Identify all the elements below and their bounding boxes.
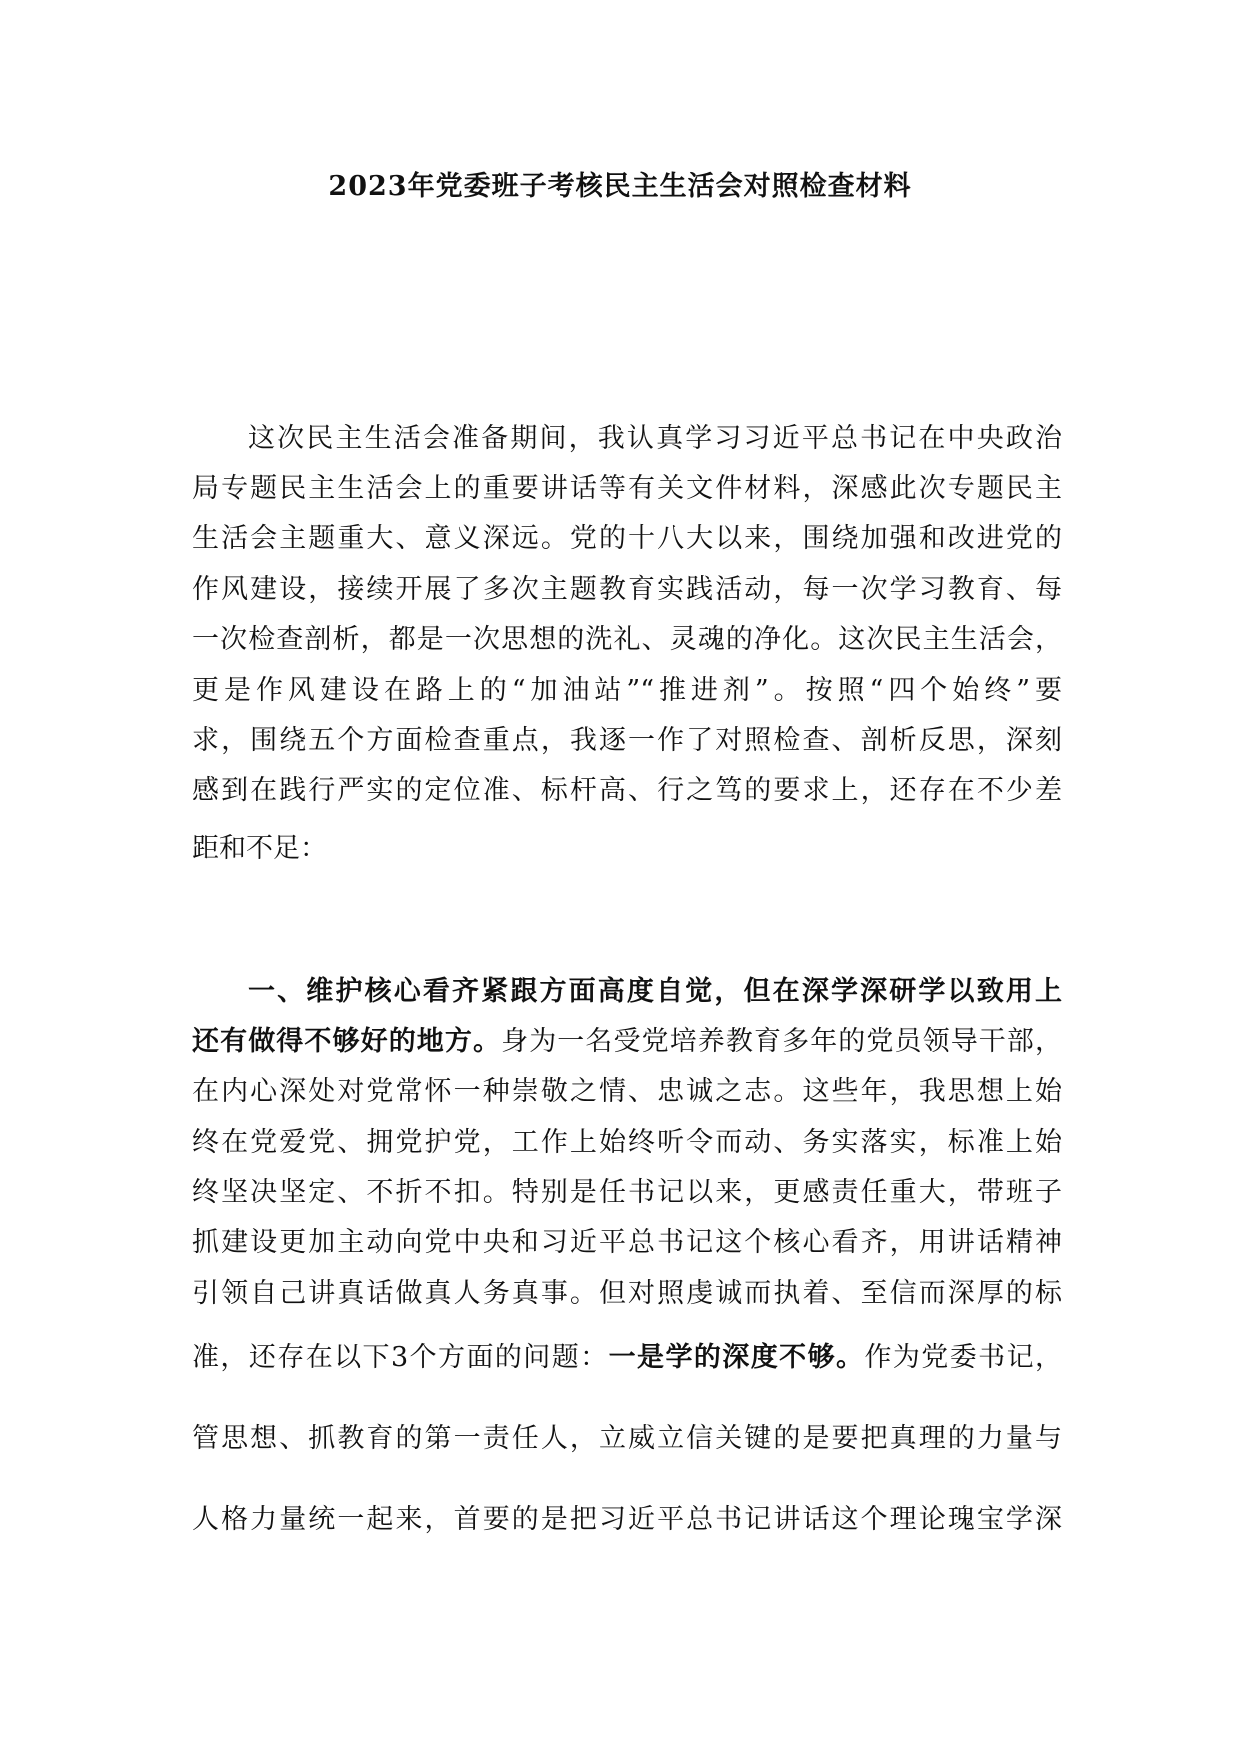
intro-line-2: 局专题民主生活会上的重要讲话等有关文件材料，深感此次专题民主: [192, 473, 1062, 504]
intro-line-4: 作风建设，接续开展了多次主题教育实践活动，每一次学习教育、每: [192, 574, 1062, 605]
section1-line-2: 终在党爱党、拥党护党，工作上始终听令而动、务实落实，标准上始: [192, 1127, 1062, 1158]
section1-heading-line-2: [192, 1025, 1062, 1059]
section1-line-3: 终坚决坚定、不折不扣。特别是任书记以来，更感责任重大，带班子: [192, 1177, 1062, 1208]
problem-line-start: 准，还存在以下3个方面的问题：: [192, 1342, 609, 1373]
intro-line-3: 生活会主题重大、意义深远。党的十八大以来，围绕加强和改进党的: [192, 523, 1062, 554]
section1-line-5: 引领自己讲真话做真人务真事。但对照虔诚而执着、至信而深厚的标: [192, 1278, 1062, 1309]
intro-line-7: 求，围绕五个方面检查重点，我逐一作了对照检查、剖析反思，深刻: [192, 725, 1062, 756]
section1-tail-line-1: 管思想、抓教育的第一责任人，立威立信关键的是要把真理的力量与: [192, 1423, 1062, 1454]
intro-line-9: 距和不足：: [192, 833, 327, 864]
problem-line-bold: 一是学的深度不够。: [608, 1342, 865, 1373]
section1-heading-rest: 身为一名受党培养教育多年的党员领导干部，: [501, 1026, 1063, 1057]
intro-line-5: 一次检查剖析，都是一次思想的洗礼、灵魂的净化。这次民主生活会，: [192, 624, 1062, 655]
section1-tail-line-2: 人格力量统一起来，首要的是把习近平总书记讲话这个理论瑰宝学深: [192, 1504, 1062, 1535]
section1-heading-bold: 还有做得不够好的地方。: [192, 1026, 502, 1057]
intro-line-1: 这次民主生活会准备期间，我认真学习习近平总书记在中央政治: [248, 423, 1062, 454]
section1-heading-line-1: 一、维护核心看齐紧跟方面高度自觉，但在深学深研学以致用上: [248, 976, 1062, 1007]
section1-problem-line: [192, 1341, 1062, 1375]
section1-line-1: 在内心深处对党常怀一种崇敬之情、忠诚之志。这些年，我思想上始: [192, 1076, 1062, 1107]
section1-line-4: 抓建设更加主动向党中央和习近平总书记这个核心看齐，用讲话精神: [192, 1227, 1062, 1258]
problem-line-end: 作为党委书记，: [864, 1342, 1062, 1373]
document-title: 2023年党委班子考核民主生活会对照检查材料: [328, 171, 912, 202]
intro-line-6: 更是作风建设在路上的“加油站”“推进剂”。按照“四个始终”要: [192, 675, 1062, 706]
intro-line-8: 感到在践行严实的定位准、标杆高、行之笃的要求上，还存在不少差: [192, 775, 1062, 806]
